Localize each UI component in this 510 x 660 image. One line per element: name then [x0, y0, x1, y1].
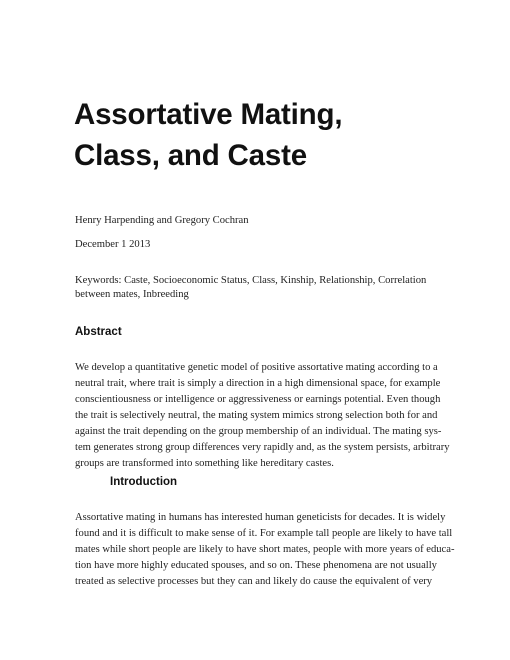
- title-line-1: Assortative Mating,: [74, 98, 343, 131]
- keywords: [75, 274, 427, 302]
- introduction-body: [75, 510, 455, 590]
- abstract-line: tem generates strong group differences very rapidly and, as the system persists, arbitrary: [75, 442, 450, 453]
- introduction-line: tion have more highly educated spouses, and so on. These phenomena are not usually: [75, 560, 437, 571]
- keywords-line-1: Keywords: Caste, Socioeconomic Status, Class, Kinship, Relationship, Correlation: [75, 275, 427, 286]
- introduction-line: mates while short people are likely to have short mates, people with more years of educa-: [75, 544, 455, 555]
- abstract-line: the trait is selectively neutral, the mating system mimics strong selection both for and: [75, 410, 438, 421]
- keywords-line-2: between mates, Inbreeding: [75, 289, 189, 300]
- abstract-line: We develop a quantitative genetic model of positive assortative mating according to a: [75, 362, 438, 373]
- introduction-line: Assortative mating in humans has interested human geneticists for decades. It is widely: [75, 512, 446, 523]
- abstract-body: [75, 360, 450, 472]
- title-line-2: Class, and Caste: [74, 139, 307, 172]
- abstract-line: groups are transformed into something like hereditary castes.: [75, 458, 334, 469]
- paper-title: [74, 94, 474, 176]
- abstract-heading: Abstract: [75, 326, 122, 338]
- publication-date: December 1 2013: [75, 239, 151, 250]
- introduction-heading: Introduction: [110, 476, 178, 488]
- introduction-line: treated as selective processes but they can and likely do cause the equivalent of very: [75, 576, 433, 587]
- introduction-line: found and it is difficult to make sense of it. For example tall people are likely to have tall: [75, 528, 453, 539]
- abstract-line: conscientiousness or intelligence or aggressiveness or earnings potential. Even though: [75, 394, 441, 405]
- abstract-line: neutral trait, where trait is simply a direction in a high dimensional space, for example: [75, 378, 441, 389]
- abstract-line: against the trait depending on the group membership of an individual. The mating sys-: [75, 426, 442, 437]
- authors: Henry Harpending and Gregory Cochran: [75, 215, 249, 226]
